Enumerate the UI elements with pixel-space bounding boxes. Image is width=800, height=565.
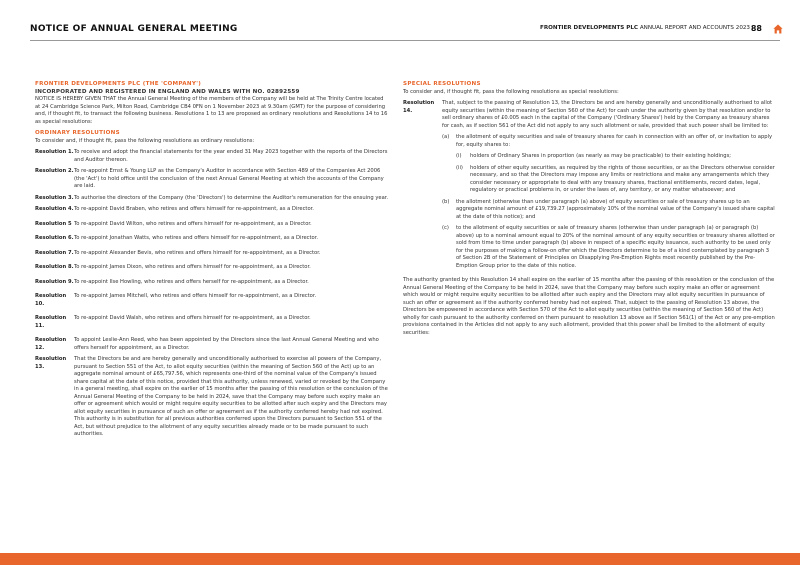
company-name: FRONTIER DEVELOPMENTS PLC (540, 25, 639, 31)
resolution-10 (35, 293, 390, 308)
left-column (35, 81, 390, 439)
ordinary-intro: To consider and, if thought fit, pass the following resolutions as ordinary resolutions: (35, 137, 255, 144)
item-text: the allotment (otherwise than under paragraph (a) above) of equity securities or sale of treasury shares up to an aggregate nominal amount of £19,739.27 (approximately 10% of the nominal value of the Company's issued share capital at the date of this notice); and (456, 198, 775, 220)
item-a (442, 134, 775, 149)
resolution-2 (35, 168, 390, 191)
resolution-12 (35, 337, 390, 352)
footer-accent-bar (0, 553, 800, 565)
resolution-11 (35, 315, 390, 330)
company-heading: FRONTIER DEVELOPMENTS PLC (THE 'COMPANY') (35, 81, 202, 87)
resolution-8 (35, 264, 390, 272)
item-a-subitems (442, 153, 775, 195)
notice-paragraph: NOTICE IS HEREBY GIVEN THAT the Annual General Meeting of the members of the Company will be held at The Trinity Centre located at 24 Cambridge Science Park, Milton Road, Cambridge CB4 0FN on 1 November 2023 at 9.30am (GMT) for the purpose of considering and, if thought fit, to transact the following business. Resolutions 1 to 13 are proposed as ordinary resolutions and Resolutions 14 to 16 as special resolutions: (35, 96, 388, 125)
item-c (442, 225, 775, 270)
item-marker: (ii) (456, 164, 463, 171)
home-icon[interactable] (773, 24, 783, 34)
right-column (403, 81, 775, 337)
ordinary-resolutions-heading: ORDINARY RESOLUTIONS (35, 130, 120, 136)
item-marker: (c) (442, 225, 449, 231)
closing-paragraph: The authority granted by this Resolution 14 shall expire on the earlier of 15 months after the passing of this resolution or the conclusion of the Annual General Meeting of the Company to be held in 2024, save that the Company may before such expiry make an offer or agreement which would or might require equity securities to be allotted after such expiry and the Directors may allot equity securities in pursuance of such an offer or agreement as if the authority conferred hereby had not expired. That, subject to the passing of Resolution 13 above, the Directors be empowered in accordance with Section 570 of the Act to allot equity securities (within the meaning of Section 560 of the Act) wholly for cash pursuant to the authority conferred on them pursuant to resolution 13 above as if Section 561(1) of the Act or any pre-emption provisions contained in the Articles did not apply to any such allotment, provided that this power shall be limited to the allotment of equity securities: (403, 277, 775, 336)
item-marker: (b) (442, 198, 450, 205)
resolution-text: To receive and adopt the financial statements for the year ended 31 May 2023 together with the reports of the Directors and Auditor thereon. (74, 149, 388, 163)
resolution-text: To re-appoint James Mitchell, who retires and offers himself for re-appointment, as a Director. (74, 293, 317, 299)
resolution-label: Resolution 2. (35, 168, 74, 174)
resolution-3 (35, 195, 390, 203)
resolution-label: Resolution 6. (35, 235, 74, 241)
page-header-title: NOTICE OF ANNUAL GENERAL MEETING (30, 24, 238, 34)
item-marker: (i) (456, 153, 462, 159)
resolution-label: Resolution 10. (35, 293, 67, 307)
resolution-text: To re-appoint David Braben, who retires and offers himself for re-appointment, as a Director. (74, 206, 314, 212)
resolution-7 (35, 250, 390, 258)
resolution-label: Resolution 1. (35, 149, 74, 155)
resolution-text: To re-appoint Alexander Bevis, who retires and offers himself for re-appointment, as a Director. (74, 249, 321, 256)
resolution-label: Resolution 13. (35, 356, 67, 370)
resolution-label: Resolution 14. (403, 100, 435, 114)
special-intro: To consider and, if thought fit, pass the following resolutions as special resolutions: (403, 88, 619, 95)
item-text: the allotment of equity securities and sale of treasury shares for cash in connection with an offer of, or invitation to apply for, equity shares to: (456, 134, 773, 148)
resolution-14 (403, 100, 775, 130)
item-text: holders of other equity securities, as required by the rights of those securities, or as the Directors otherwise consider necessary, and so that the Directors may impose any limits or restrictions and make any arrangements which they consider necessary or appropriate to deal with any treasury shares, fractional entitlements, record dates, legal, regulatory or practical problems in, or under the laws of, any territory, or any matter whatsoever; and (470, 164, 775, 193)
resolution-text: To re-appoint David Walsh, who retires and offers himself for re-appointment, as a Director. (74, 315, 311, 321)
resolution-5 (35, 221, 390, 229)
resolution-text: To re-appoint David Wilton, who retires and offers himself for re-appointment, as a Director. (74, 220, 312, 227)
resolution-13 (35, 356, 390, 439)
resolution-text: That the Directors be and are hereby generally and unconditionally authorised to exercise all powers of the Company, pursuant to Section 551 of the Act, to allot equity securities (within the meaning of Section 560 of the Act) up to an aggregate nominal amount of £65,797.56, which represents one-third of the nominal value of the Company's issued share capital at the date of this notice, provided that this authority, unless renewed, varied or revoked by the Company in a general meeting, shall expire on the earlier of 15 months after the passing of this resolution or the conclusion of the Annual General Meeting of the Company to be held in 2024, save that the Company may before such expiry make an offer or agreement which would or might require equity securities to be allotted after such expiry and the Directors may allot equity securities in pursuance of such an offer or agreement as if the authority conferred hereby had not expired. This authority is in substitution for all previous authorities conferred upon the Directors pursuant to Section 551 of the Act, but without prejudice to the allotment of any equity securities already made or to be made pursuant to such authorities. (74, 356, 388, 437)
resolution-text: To re-appoint Ilse Howling, who retires and offers herself for re-appointment, as a Director. (74, 278, 309, 285)
resolution-label: Resolution 12. (35, 337, 67, 351)
resolution-label: Resolution 4. (35, 206, 74, 212)
resolution-text: To authorise the directors of the Company (the 'Directors') to determine the Auditor's remuneration for the ensuing year. (74, 194, 389, 201)
report-name: ANNUAL REPORT AND ACCOUNTS 2023 (639, 25, 750, 31)
resolution-text: To re-appoint Jonathan Watts, who retires and offers himself for re-appointment, as a Director. (74, 235, 319, 241)
resolution-label: Resolution 9. (35, 278, 74, 285)
resolution-label: Resolution 8. (35, 264, 74, 270)
resolution-label: Resolution 3. (35, 194, 74, 201)
registration-heading: INCORPORATED AND REGISTERED IN ENGLAND AND WALES WITH NO. 02892559 (35, 88, 300, 95)
resolution-text: To re-appoint Ernst & Young LLP as the Company's Auditor in accordance with Section 489 of the Companies Act 2006 (the 'Act') to hold office until the conclusion of the next Annual General Meeting at which the accounts of the Company are laid. (74, 168, 384, 189)
page-number: 88 (750, 24, 762, 33)
resolution-9 (35, 279, 390, 287)
resolution-14-items (403, 134, 775, 270)
special-resolutions-heading: SPECIAL RESOLUTIONS (403, 81, 481, 87)
item-text: holders of Ordinary Shares in proportion (as nearly as may be practicable) to their existing holdings; (470, 153, 732, 159)
header-divider (30, 40, 780, 41)
resolution-label: Resolution 7. (35, 249, 74, 256)
resolution-text: To appoint Leslie-Ann Reed, who has been appointed by the Directors since the last Annual General Meeting and who offers herself for appointment, as a Director. (74, 337, 379, 351)
item-b (442, 199, 775, 222)
resolution-label: Resolution 11. (35, 315, 67, 329)
item-i (456, 153, 775, 161)
resolution-6 (35, 235, 390, 243)
item-ii (456, 165, 775, 195)
resolution-4 (35, 206, 390, 214)
resolution-text: That, subject to the passing of Resolution 13, the Directors be and are hereby generally and unconditionally authorised to allot equity securities (within the meaning of Section 560 of the Act) for cash under the authority given by that resolution and/or to sell ordinary shares of £0.005 each in the capital of the Company ('Ordinary Shares') held by the Company as treasury shares for cash, as if section 561 of the Act did not apply to any such allotment or sale, provided that such power shall be limited to: (442, 100, 773, 129)
resolution-label: Resolution 5 (35, 220, 72, 227)
resolution-1 (35, 149, 390, 164)
resolution-text: To re-appoint James Dixon, who retires and offers himself for re-appointment, as a Director. (74, 264, 311, 270)
item-text: to the allotment of equity securities or sale of treasury shares (otherwise than under paragraph (a) or paragraph (b) above) up to a nominal amount equal to 20% of the nominal amount of any equity securities or treasury shares allotted or sold from time to time under paragraph (b) above in respect of a specific equity issuance, such authority to be used only for the purposes of making a follow-on offer which the Directors determine to be of a kind contemplated by paragraph 3 of Section 2B of the Statement of Principles on Disapplying Pre-Emption Rights most recently published by the Pre-Emption Group prior to the date of this notice. (456, 225, 775, 269)
item-marker: (a) (442, 134, 450, 140)
report-title (540, 25, 750, 31)
